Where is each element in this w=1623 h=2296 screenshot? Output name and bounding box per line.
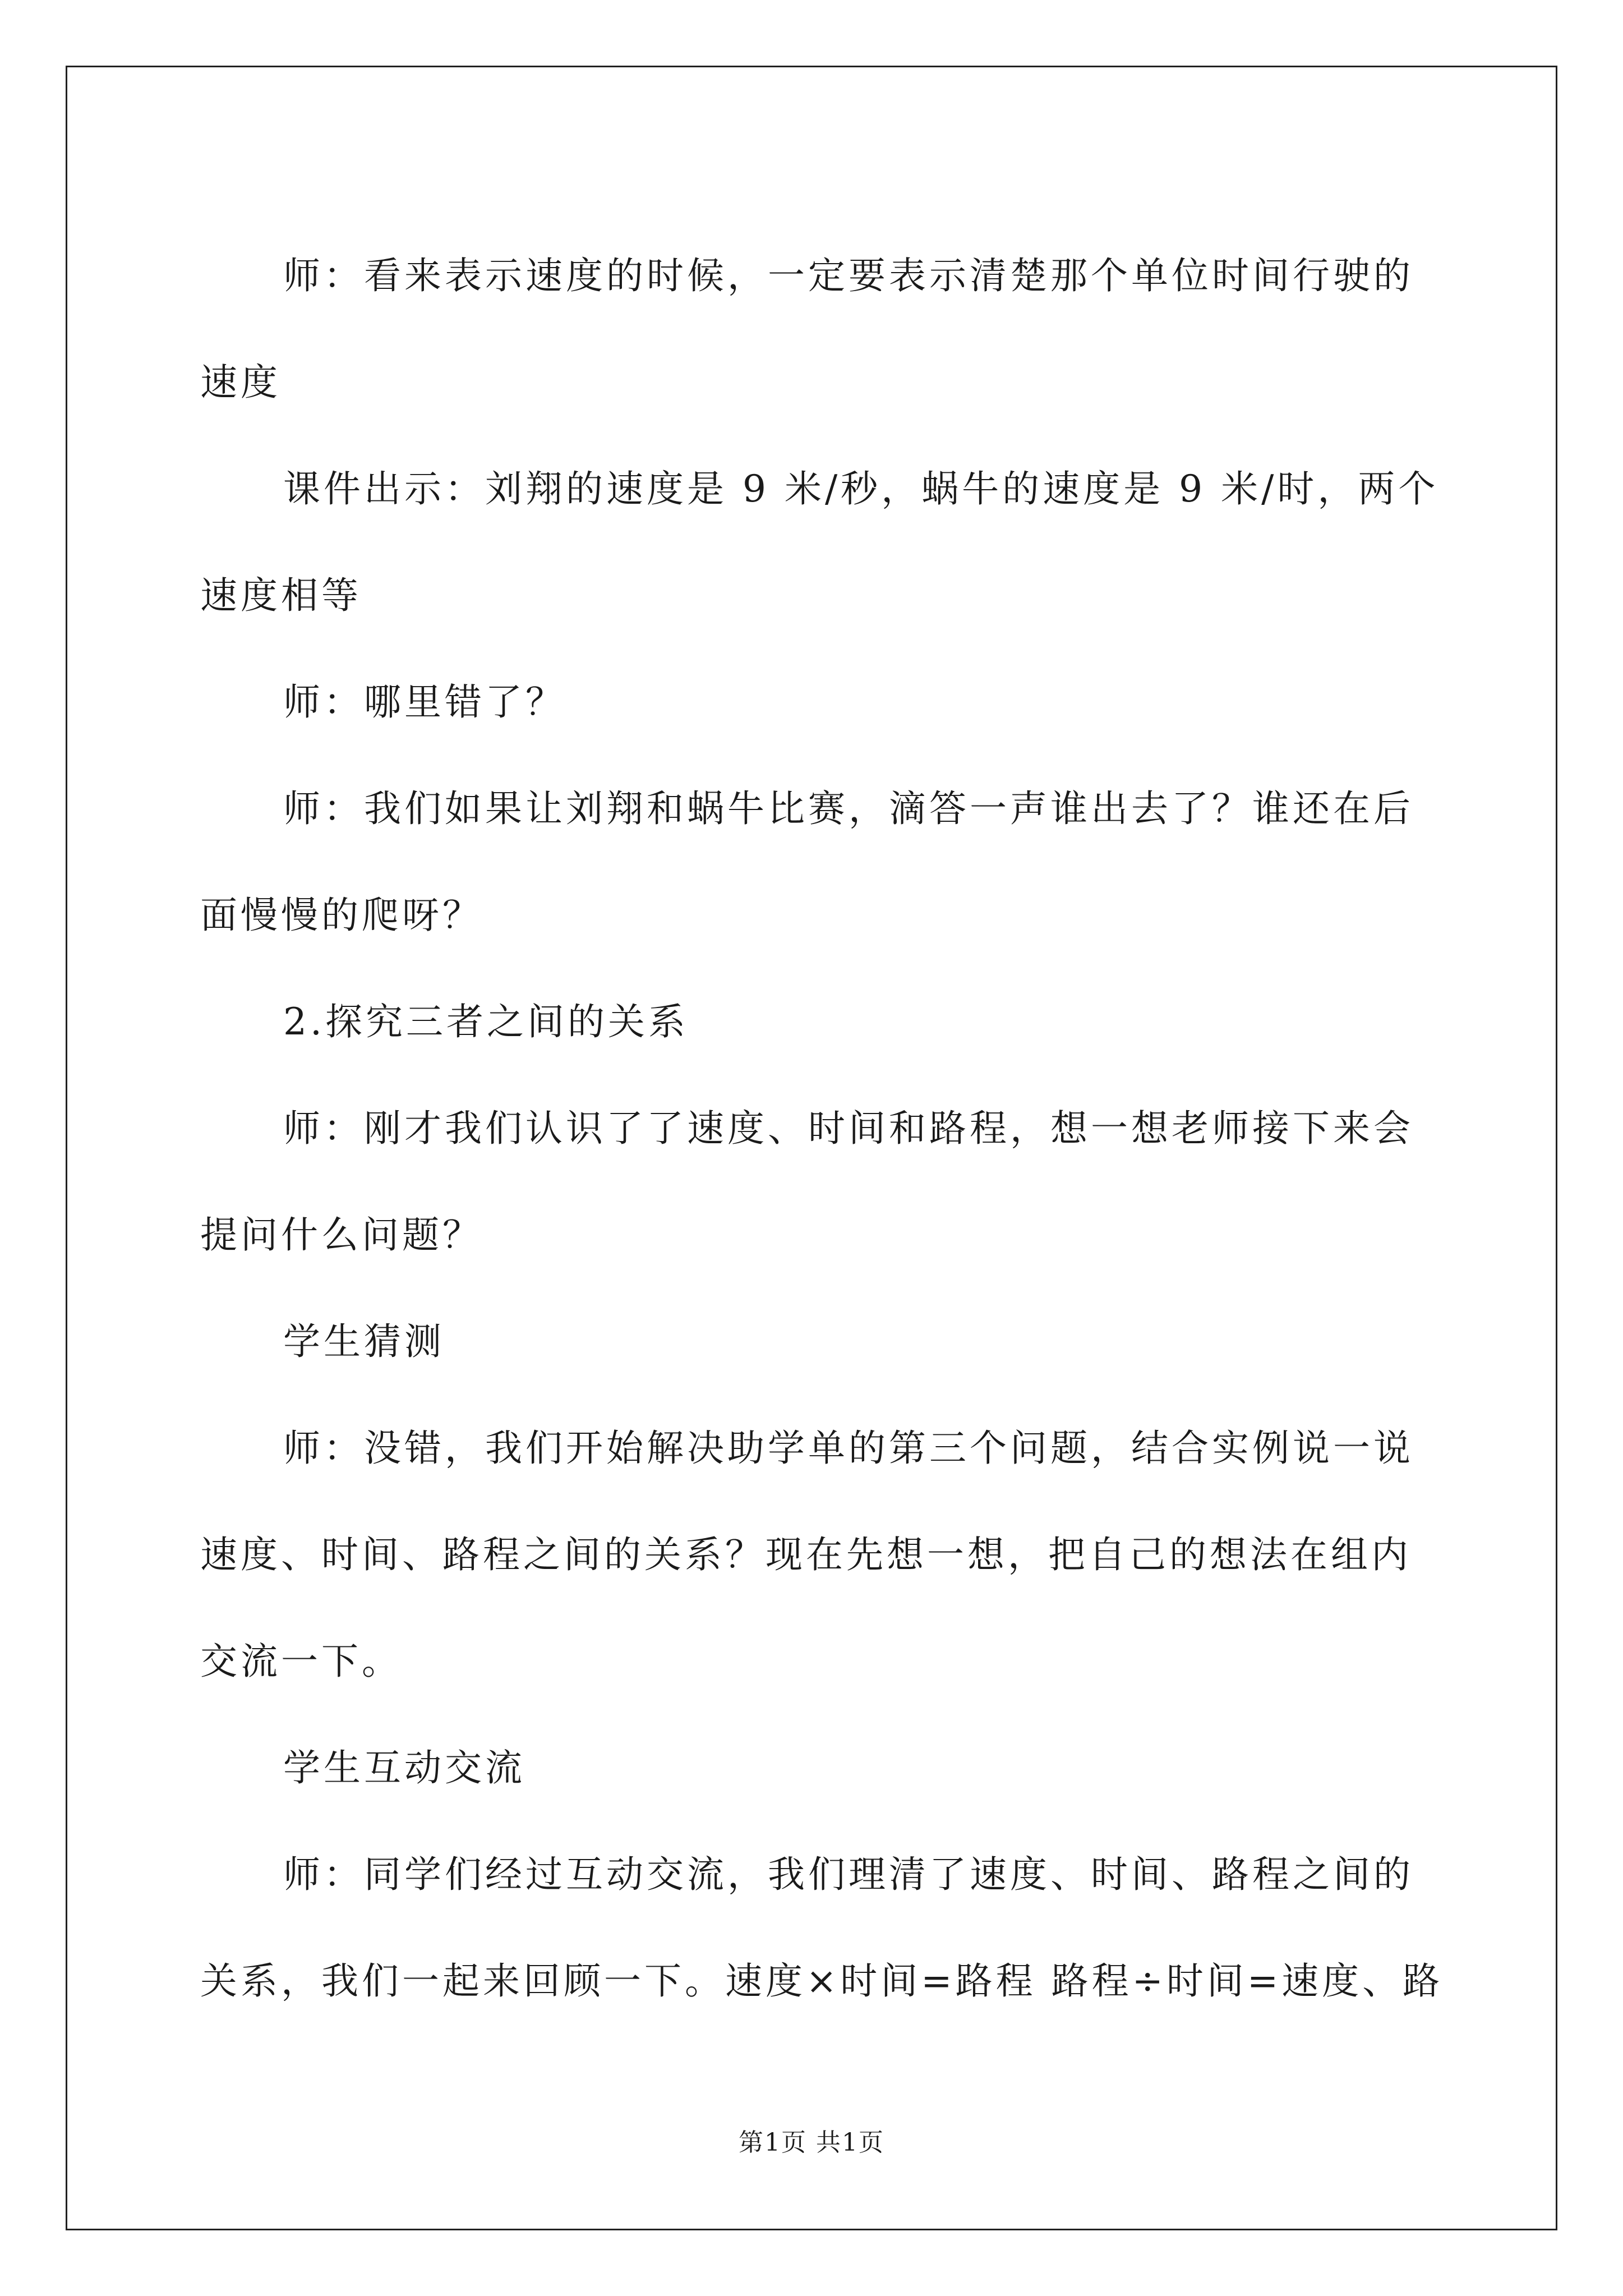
document-text <box>200 223 1444 2035</box>
text-line: 师：没错，我们开始解决助学单的第三个问题，结合实例说一说 <box>283 1427 1414 1470</box>
text-line: 面慢慢的爬呀？ <box>200 894 483 937</box>
text-line: 师：看来表示速度的时候，一定要表示清楚那个单位时间行驶的 <box>283 254 1414 297</box>
page-footer: 第1页 共1页 <box>739 2128 884 2157</box>
document-body <box>200 223 1444 2035</box>
text-line: 速度相等 <box>200 574 362 617</box>
text-line: 课件出示：刘翔的速度是 9 米/秒，蜗牛的速度是 9 米/时，两个 <box>283 467 1439 510</box>
text-line: 师：刚才我们认识了了速度、时间和路程，想一想老师接下来会 <box>283 1107 1414 1150</box>
text-line: 交流一下。 <box>200 1640 402 1683</box>
text-line: 师：哪里错了？ <box>283 680 566 724</box>
text-line: 速度 <box>200 361 281 404</box>
text-line: 学生猜测 <box>283 1320 445 1363</box>
text-line: 关系，我们一起来回顾一下。速度×时间=路程 路程÷时间=速度、路 <box>200 1959 1444 2003</box>
section-heading: 2.探究三者之间的关系 <box>283 1000 689 1043</box>
text-line: 学生互动交流 <box>283 1746 525 1789</box>
text-line: 提问什么问题？ <box>200 1213 483 1257</box>
text-line: 师：我们如果让刘翔和蜗牛比赛，滴答一声谁出去了？谁还在后 <box>283 787 1414 830</box>
text-line: 师：同学们经过互动交流，我们理清了速度、时间、路程之间的 <box>283 1853 1414 1896</box>
text-line: 速度、时间、路程之间的关系？现在先想一想，把自己的想法在组内 <box>200 1533 1412 1576</box>
